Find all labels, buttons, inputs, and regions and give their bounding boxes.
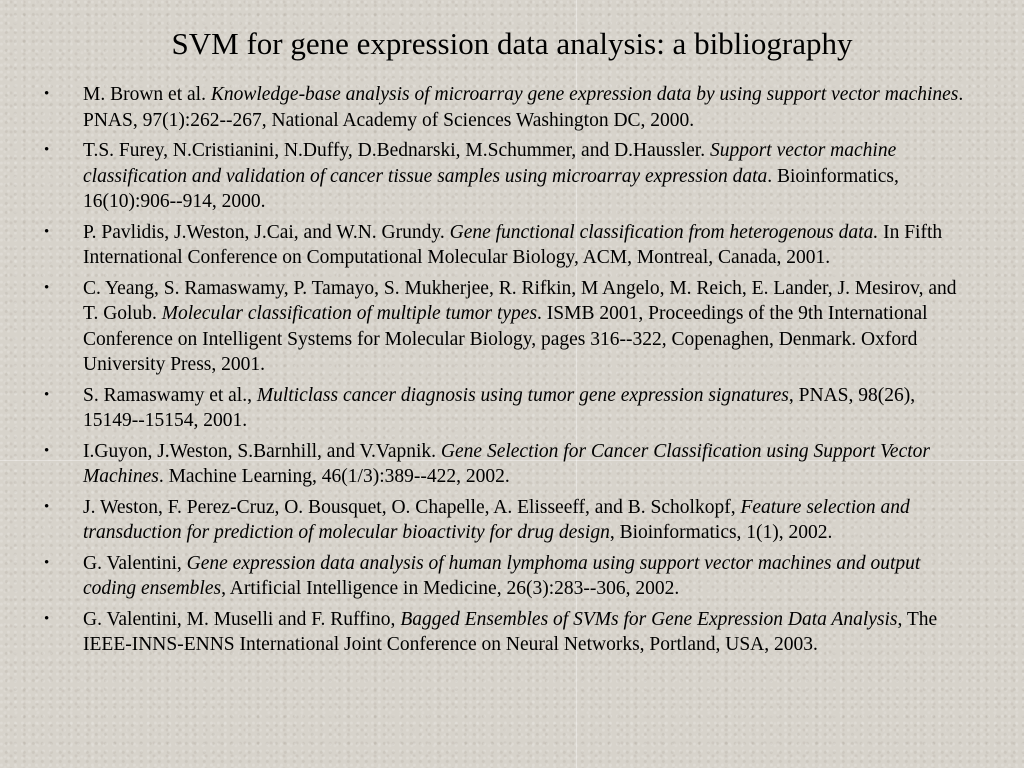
entry-authors: S. Ramaswamy et al., [83,384,257,406]
bullet-icon: • [44,142,50,158]
bullet-icon: • [44,279,50,296]
bibliography-entry [0,138,1024,215]
bullet-icon: • [44,554,50,571]
bullet-icon: • [44,442,50,459]
entry-publication: . PNAS, 97(1):262--267, National Academy of Sciences Washington DC, 2000. [83,84,964,131]
bullet-icon: • [44,223,50,240]
entry-authors: G. Valentini, M. Muselli and F. Ruffino, [83,608,401,630]
bullet-icon: • [44,386,50,403]
entry-publication: In Fifth International Conference on Computational Molecular Biology, ACM, Montreal, Canada, 2001. [83,221,943,268]
entry-title: Gene expression data analysis of human lymphoma using support vector machines and output coding ensembles [83,552,921,599]
entry-authors: P. Pavlidis, J.Weston, J.Cai, and W.N. Grundy. [83,221,450,243]
bullet-icon: • [44,498,50,515]
entry-publication: . ISMB 2001, Proceedings of the 9th International Conference on Intelligent Systems for Molecular Biology, pages 316--322, Copenaghen, Denmark. Oxford University Press, 2001. [83,303,928,375]
slide-title: SVM for gene expression data analysis: a bibliography [171,26,853,61]
bibliography-entry [0,439,1024,490]
entry-authors: C. Yeang, S. Ramaswamy, P. Tamayo, S. Mukherjee, R. Rifkin, M Angelo, M. Reich, E. Lander, J. Mesirov, and T. Golub. [83,277,957,324]
bibliography-entry [0,607,1024,658]
entry-publication: . Machine Learning, 46(1/3):389--422, 2002. [158,466,510,487]
entry-title: Support vector machine classification and validation of cancer tissue samples using microarray expression data [83,140,897,187]
bibliography-entry [0,82,1024,133]
entry-title: Gene functional classification from heterogenous data. [449,221,879,243]
entry-publication: , Artificial Intelligence in Medicine, 26(3):283--306, 2002. [221,578,680,599]
entry-authors: J. Weston, F. Perez-Cruz, O. Bousquet, O. Chapelle, A. Elisseeff, and B. Scholkopf, [83,496,741,518]
entry-title: Molecular classification of multiple tumor types [161,303,538,324]
entry-authors: M. Brown et al. [83,84,211,105]
bibliography-entry [0,551,1024,602]
entry-publication: . Bioinformatics, 16(10):906--914, 2000. [83,165,899,212]
bibliography-entry [0,276,1024,378]
entry-authors: G. Valentini, [83,552,187,574]
entry-authors: I.Guyon, J.Weston, S.Barnhill, and V.Vapnik. [83,440,441,462]
bibliography-list [0,82,1024,663]
bibliography-entry [0,383,1024,434]
entry-title: Bagged Ensembles of SVMs for Gene Expression Data Analysis [400,608,898,630]
entry-publication: , Bioinformatics, 1(1), 2002. [609,522,833,543]
entry-authors: T.S. Furey, N.Cristianini, N.Duffy, D.Bednarski, M.Schummer, and D.Haussler. [83,140,710,161]
entry-title: Multiclass cancer diagnosis using tumor gene expression signatures [256,384,789,406]
entry-title: Knowledge-base analysis of microarray gene expression data by using support vector machines [210,84,959,105]
entry-publication: , The IEEE-INNS-ENNS International Joint Conference on Neural Networks, Portland, USA, 2003. [83,608,938,655]
entry-title: Feature selection and transduction for prediction of molecular bioactivity for drug design [83,496,910,543]
bullet-icon: • [44,610,50,627]
bibliography-entry [0,220,1024,271]
entry-title: Gene Selection for Cancer Classification using Support Vector Machines [83,440,930,487]
bibliography-entry [0,495,1024,546]
bullet-icon: • [44,86,50,102]
entry-publication: , PNAS, 98(26), 15149--15154, 2001. [83,384,916,431]
